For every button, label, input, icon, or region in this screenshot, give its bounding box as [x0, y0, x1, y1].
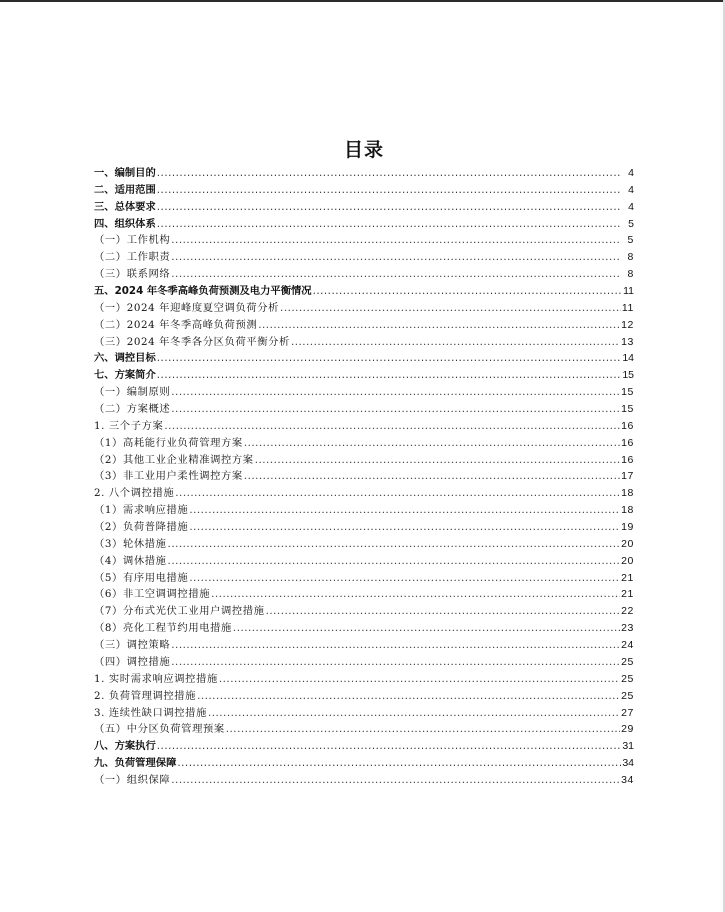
toc-entry[interactable]	[94, 738, 634, 755]
toc-entry[interactable]	[94, 367, 634, 384]
page-top-edge	[0, 0, 725, 2]
toc-dot-leader	[189, 519, 620, 536]
toc-dot-leader	[168, 536, 621, 553]
toc-entry-page-number: 15	[622, 369, 634, 382]
toc-entry-label: （三）2024 年冬季各分区负荷平衡分析	[94, 335, 290, 348]
toc-entry-label: （二）2024 年冬季高峰负荷预测	[94, 318, 258, 331]
toc-entry-label: （二）工作职责	[94, 251, 171, 264]
toc-entry-page-number: 13	[621, 335, 634, 348]
toc-dot-leader	[171, 249, 621, 266]
toc-entry-label: （四）调控措施	[94, 655, 171, 668]
toc-entry-page-number: 4	[628, 200, 634, 213]
toc-dot-leader	[219, 671, 620, 688]
toc-entry[interactable]	[94, 317, 634, 334]
toc-entry-page-number: 34	[621, 773, 634, 786]
toc-entry[interactable]	[94, 435, 634, 452]
toc-entry[interactable]	[94, 570, 634, 587]
toc-entry-page-number: 14	[622, 352, 634, 365]
toc-entry[interactable]	[94, 772, 634, 789]
toc-dot-leader	[255, 452, 620, 469]
toc-entry-label: （8）亮化工程节约用电措施	[94, 622, 232, 635]
toc-entry-label: （3）轮休措施	[94, 537, 167, 550]
toc-entry[interactable]	[94, 384, 634, 401]
toc-entry-label: 三、总体要求	[94, 200, 156, 213]
toc-dot-leader	[171, 637, 620, 654]
toc-entry-page-number: 25	[621, 655, 634, 668]
toc-entry-page-number: 24	[621, 639, 634, 652]
toc-entry-label: （三）调控策略	[94, 639, 171, 652]
toc-entry-page-number: 5	[628, 217, 634, 230]
toc-entry[interactable]	[94, 721, 634, 738]
toc-entry-page-number: 4	[628, 167, 634, 179]
toc-entry[interactable]	[94, 755, 634, 772]
toc-entry-page-number: 21	[621, 588, 634, 601]
toc-entry-page-number: 18	[621, 487, 634, 500]
toc-entry-label: （7）分布式光伏工业用户调控措施	[94, 605, 265, 618]
toc-entry[interactable]	[94, 249, 634, 266]
toc-entry-label: （一）编制原则	[94, 386, 171, 399]
toc-dot-leader	[208, 705, 620, 722]
toc-entry[interactable]	[94, 199, 634, 216]
toc-dot-leader	[157, 182, 621, 199]
toc-dot-leader	[171, 384, 620, 401]
toc-entry[interactable]	[94, 485, 634, 502]
toc-dot-leader	[157, 165, 621, 182]
toc-list	[94, 165, 634, 789]
toc-dot-leader	[171, 772, 620, 789]
toc-dot-leader	[175, 485, 620, 502]
toc-dot-leader	[313, 283, 621, 300]
toc-entry-page-number: 4	[628, 183, 634, 196]
toc-entry-label: （1）高耗能行业负荷管理方案	[94, 436, 243, 449]
toc-entry[interactable]	[94, 536, 634, 553]
toc-entry[interactable]	[94, 266, 634, 283]
toc-entry-page-number: 23	[621, 622, 634, 635]
toc-entry[interactable]	[94, 283, 634, 300]
toc-entry-label: （二）方案概述	[94, 403, 171, 416]
toc-entry[interactable]	[94, 334, 634, 351]
toc-entry-label: 1. 三个子方案	[94, 419, 164, 432]
toc-entry-label: 2. 八个调控措施	[94, 487, 175, 500]
toc-entry-page-number: 5	[627, 234, 634, 247]
toc-entry-page-number: 16	[621, 436, 634, 449]
toc-entry[interactable]	[94, 468, 634, 485]
toc-dot-leader	[157, 199, 621, 216]
toc-entry-page-number: 22	[621, 605, 634, 618]
toc-entry[interactable]	[94, 182, 634, 199]
toc-entry-label: 2. 负荷管理调控措施	[94, 689, 197, 702]
toc-entry[interactable]	[94, 232, 634, 249]
toc-dot-leader	[157, 350, 621, 367]
toc-entry-page-number: 27	[621, 706, 634, 719]
toc-dot-leader	[171, 266, 621, 283]
toc-entry[interactable]	[94, 350, 634, 367]
toc-entry-label: （2）其他工业企业精准调控方案	[94, 453, 254, 466]
toc-entry[interactable]	[94, 452, 634, 469]
toc-entry-page-number: 12	[621, 318, 634, 331]
toc-entry-label: （一）2024 年迎峰度夏空调负荷分析	[94, 301, 280, 314]
toc-dot-leader	[189, 570, 620, 587]
toc-dot-leader	[164, 418, 620, 435]
toc-entry-page-number: 20	[621, 554, 634, 567]
toc-entry[interactable]	[94, 654, 634, 671]
toc-dot-leader	[171, 654, 620, 671]
toc-entry-label: （三）联系网络	[94, 268, 171, 281]
toc-entry-label: （一）组织保障	[94, 773, 171, 786]
toc-dot-leader	[171, 232, 621, 249]
toc-entry[interactable]	[94, 418, 634, 435]
toc-dot-leader	[197, 688, 620, 705]
toc-entry-label: 一、编制目的	[94, 167, 156, 179]
toc-entry[interactable]	[94, 401, 634, 418]
toc-dot-leader	[168, 553, 621, 570]
toc-entry[interactable]	[94, 300, 634, 317]
toc-dot-leader	[291, 334, 620, 351]
toc-entry-label: （6）非工空调调控措施	[94, 588, 211, 601]
toc-entry-label: 七、方案简介	[94, 369, 156, 382]
toc-entry[interactable]	[94, 637, 634, 654]
toc-dot-leader	[157, 367, 621, 384]
toc-title: 目录	[343, 139, 384, 161]
toc-entry-label: 四、组织体系	[94, 217, 156, 230]
toc-dot-leader	[211, 586, 620, 603]
toc-entry-label: （5）有序用电措施	[94, 571, 189, 584]
toc-dot-leader	[258, 317, 620, 334]
toc-entry-label: （4）调休措施	[94, 554, 167, 567]
toc-entry-page-number: 15	[621, 386, 634, 399]
toc-dot-leader	[157, 216, 621, 233]
toc-entry-page-number: 8	[627, 268, 634, 281]
toc-entry-page-number: 16	[621, 453, 634, 466]
toc-entry-label: 1. 实时需求响应调控措施	[94, 672, 218, 685]
toc-entry-page-number: 20	[621, 537, 634, 550]
toc-entry-label: （五）中分区负荷管理预案	[94, 723, 225, 736]
toc-entry[interactable]	[94, 688, 634, 705]
table-of-contents	[94, 136, 634, 789]
toc-dot-leader	[280, 300, 621, 317]
toc-dot-leader	[244, 435, 620, 452]
toc-entry[interactable]	[94, 502, 634, 519]
toc-dot-leader	[177, 755, 621, 772]
toc-entry-label: 六、调控目标	[94, 352, 156, 365]
toc-entry[interactable]	[94, 165, 634, 182]
toc-entry[interactable]	[94, 553, 634, 570]
toc-entry-label: 五、2024 年冬季高峰负荷预测及电力平衡情况	[94, 285, 312, 298]
toc-dot-leader	[171, 401, 620, 418]
toc-entry[interactable]	[94, 216, 634, 233]
toc-dot-leader	[233, 620, 620, 637]
toc-entry-page-number: 8	[627, 251, 634, 264]
toc-entry-page-number: 34	[622, 757, 634, 770]
toc-entry-label: （1）需求响应措施	[94, 504, 189, 517]
toc-entry-page-number: 11	[621, 301, 634, 314]
toc-dot-leader	[266, 603, 621, 620]
toc-entry-label: （3）非工业用户柔性调控方案	[94, 470, 243, 483]
toc-entry-page-number: 25	[621, 672, 634, 685]
toc-entry[interactable]	[94, 519, 634, 536]
toc-entry[interactable]	[94, 586, 634, 603]
toc-entry[interactable]	[94, 671, 634, 688]
toc-entry-page-number: 17	[621, 470, 634, 483]
toc-entry-page-number: 31	[622, 740, 634, 753]
toc-dot-leader	[189, 502, 620, 519]
toc-entry-page-number: 29	[621, 723, 634, 736]
toc-dot-leader	[244, 468, 620, 485]
toc-entry[interactable]	[94, 620, 634, 637]
toc-dot-leader	[226, 721, 620, 738]
toc-entry-label: 3. 连续性缺口调控措施	[94, 706, 207, 719]
toc-entry-label: 八、方案执行	[94, 740, 156, 753]
toc-entry-page-number: 25	[621, 689, 634, 702]
toc-entry-label: （一）工作机构	[94, 234, 171, 247]
toc-entry-page-number: 15	[621, 403, 634, 416]
toc-dot-leader	[157, 738, 621, 755]
toc-entry-page-number: 19	[621, 521, 634, 534]
toc-entry-page-number: 16	[621, 419, 634, 432]
toc-entry-page-number: 21	[621, 571, 634, 584]
toc-entry[interactable]	[94, 603, 634, 620]
toc-entry-page-number: 18	[621, 504, 634, 517]
toc-entry-label: 九、负荷管理保障	[94, 757, 177, 770]
toc-entry[interactable]	[94, 705, 634, 722]
toc-entry-label: 二、适用范围	[94, 183, 156, 196]
toc-entry-page-number: 11	[623, 285, 634, 298]
toc-entry-label: （2）负荷普降措施	[94, 521, 189, 534]
